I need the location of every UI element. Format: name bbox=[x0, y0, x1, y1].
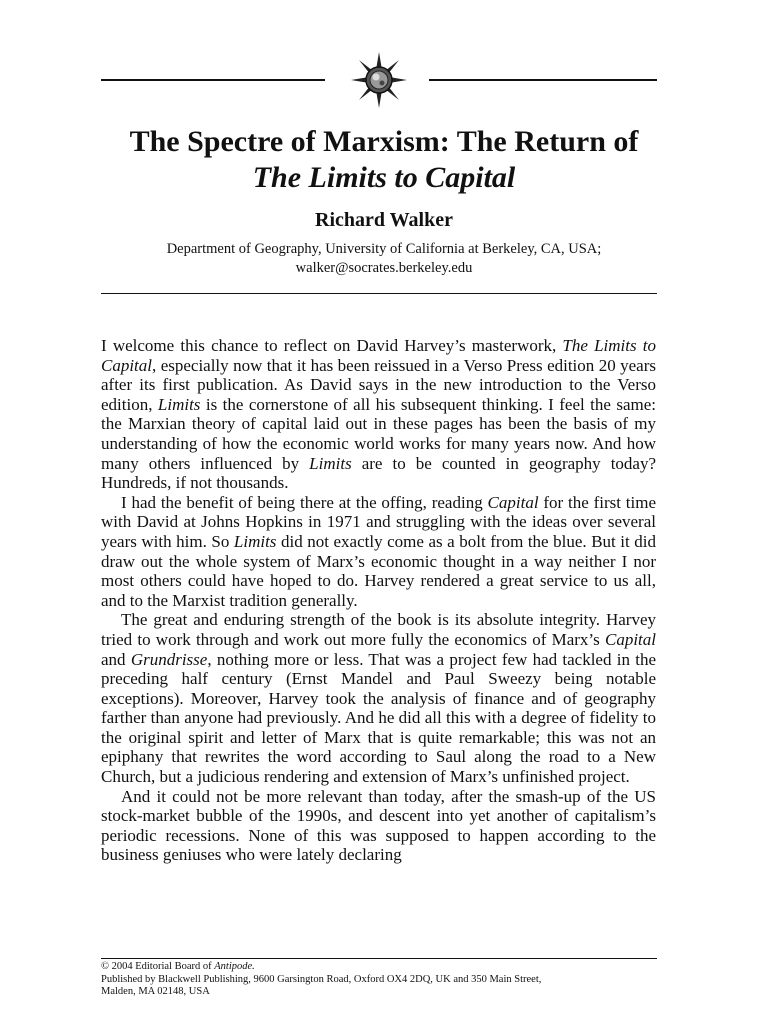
journal-name: Antipode. bbox=[214, 961, 255, 972]
italic-text: Limits bbox=[309, 453, 352, 473]
italic-text: Capital bbox=[487, 492, 539, 512]
paragraph-text: did not exactly come as a bolt from the blue. But it did draw out the whole system of Marx’s economic thought in a way neither I nor most others could have hoped to do. Harvey rendered a great service to us all, and to the Marxist tradition generally. bbox=[101, 531, 656, 610]
paragraph-text: and bbox=[101, 649, 131, 669]
paragraph-text: And it could not be more relevant than today, after the smash-up of the US stock-market bubble of the 1990s, and descent into yet another of capitalism’s periodic recessions. None of this was supposed to happen according to the business geniuses who were lately declaring bbox=[101, 786, 656, 865]
ornament-rule-left bbox=[101, 79, 325, 81]
publisher-line-1: Published by Blackwell Publishing, 9600 Garsington Road, Oxford OX4 2DQ, UK and 350 Main Street, bbox=[101, 973, 542, 985]
paragraph-text: for the first time with David at Johns Hopkins in 1971 and struggling with the ideas over several years with him. So bbox=[101, 492, 656, 551]
italic-text: Capital bbox=[604, 629, 656, 649]
footer-divider bbox=[101, 958, 657, 959]
italic-text: Limits bbox=[157, 394, 201, 414]
italic-text: Limits bbox=[233, 531, 277, 551]
italic-text: The Limits to Capital bbox=[101, 336, 656, 375]
copyright-text: © 2004 Editorial Board of bbox=[101, 961, 215, 972]
body-paragraph bbox=[101, 336, 656, 493]
compass-rose-emblem-icon bbox=[351, 52, 407, 108]
body-paragraph bbox=[101, 493, 656, 611]
paragraph-text: I had the benefit of being there at the offing, reading bbox=[121, 492, 488, 512]
article-body bbox=[101, 336, 656, 865]
paragraph-text: , especially now that it has been reissued in a Verso Press edition 20 years after its first publication. As David says in the new introduction to the Verso edition, bbox=[101, 355, 656, 414]
italic-text: Grundrisse bbox=[130, 649, 208, 669]
paragraph-text: The great and enduring strength of the book is its absolute integrity. Harvey tried to work through and work out more fully the economics of Marx’s bbox=[101, 610, 656, 649]
paragraph-text: is the cornerstone of all his subsequent thinking. I feel the same: the Marxian theory of capital laid out in these pages has been the basis of my understanding of how the economic world works for many years now. And how many others influenced by bbox=[101, 394, 657, 473]
body-paragraph bbox=[101, 787, 656, 865]
copyright-line bbox=[101, 961, 657, 974]
author-affiliation bbox=[60, 240, 708, 278]
title-line-1: The Spectre of Marxism: The Return of bbox=[129, 125, 639, 158]
article-title bbox=[60, 124, 708, 196]
paragraph-text: , nothing more or less. That was a project few had tackled in the preceding half century (Ernst Mandel and Paul Sweezy being notable exceptions). Moreover, Harvey took the analysis of finance and of geography farther than anyone had previously. And he did all this with a degree of fidelity to the original spirit and letter of Marx that is quite remarkable; this was not an epiphany that rewrites the word according to Saul along the road to a New Church, but a judicious rendering and extension of Marx’s unfinished project. bbox=[101, 649, 657, 787]
affiliation-text: Department of Geography, University of California at Berkeley, CA, USA; bbox=[166, 241, 602, 257]
title-line-2: The Limits to Capital bbox=[252, 161, 516, 194]
publisher-line-2: Malden, MA 02148, USA bbox=[101, 986, 210, 997]
author-email: walker@socrates.berkeley.edu bbox=[295, 260, 473, 276]
author-name: Richard Walker bbox=[315, 209, 453, 231]
header-ornament bbox=[101, 52, 657, 108]
body-paragraph bbox=[101, 610, 656, 786]
ornament-rule-right bbox=[429, 79, 657, 81]
paragraph-text: are to be counted in geography today? Hundreds, if not thousands. bbox=[101, 453, 657, 493]
publication-footer bbox=[101, 961, 657, 999]
header-divider bbox=[101, 293, 657, 294]
paragraph-text: I welcome this chance to reflect on David Harvey’s masterwork, bbox=[101, 336, 563, 355]
